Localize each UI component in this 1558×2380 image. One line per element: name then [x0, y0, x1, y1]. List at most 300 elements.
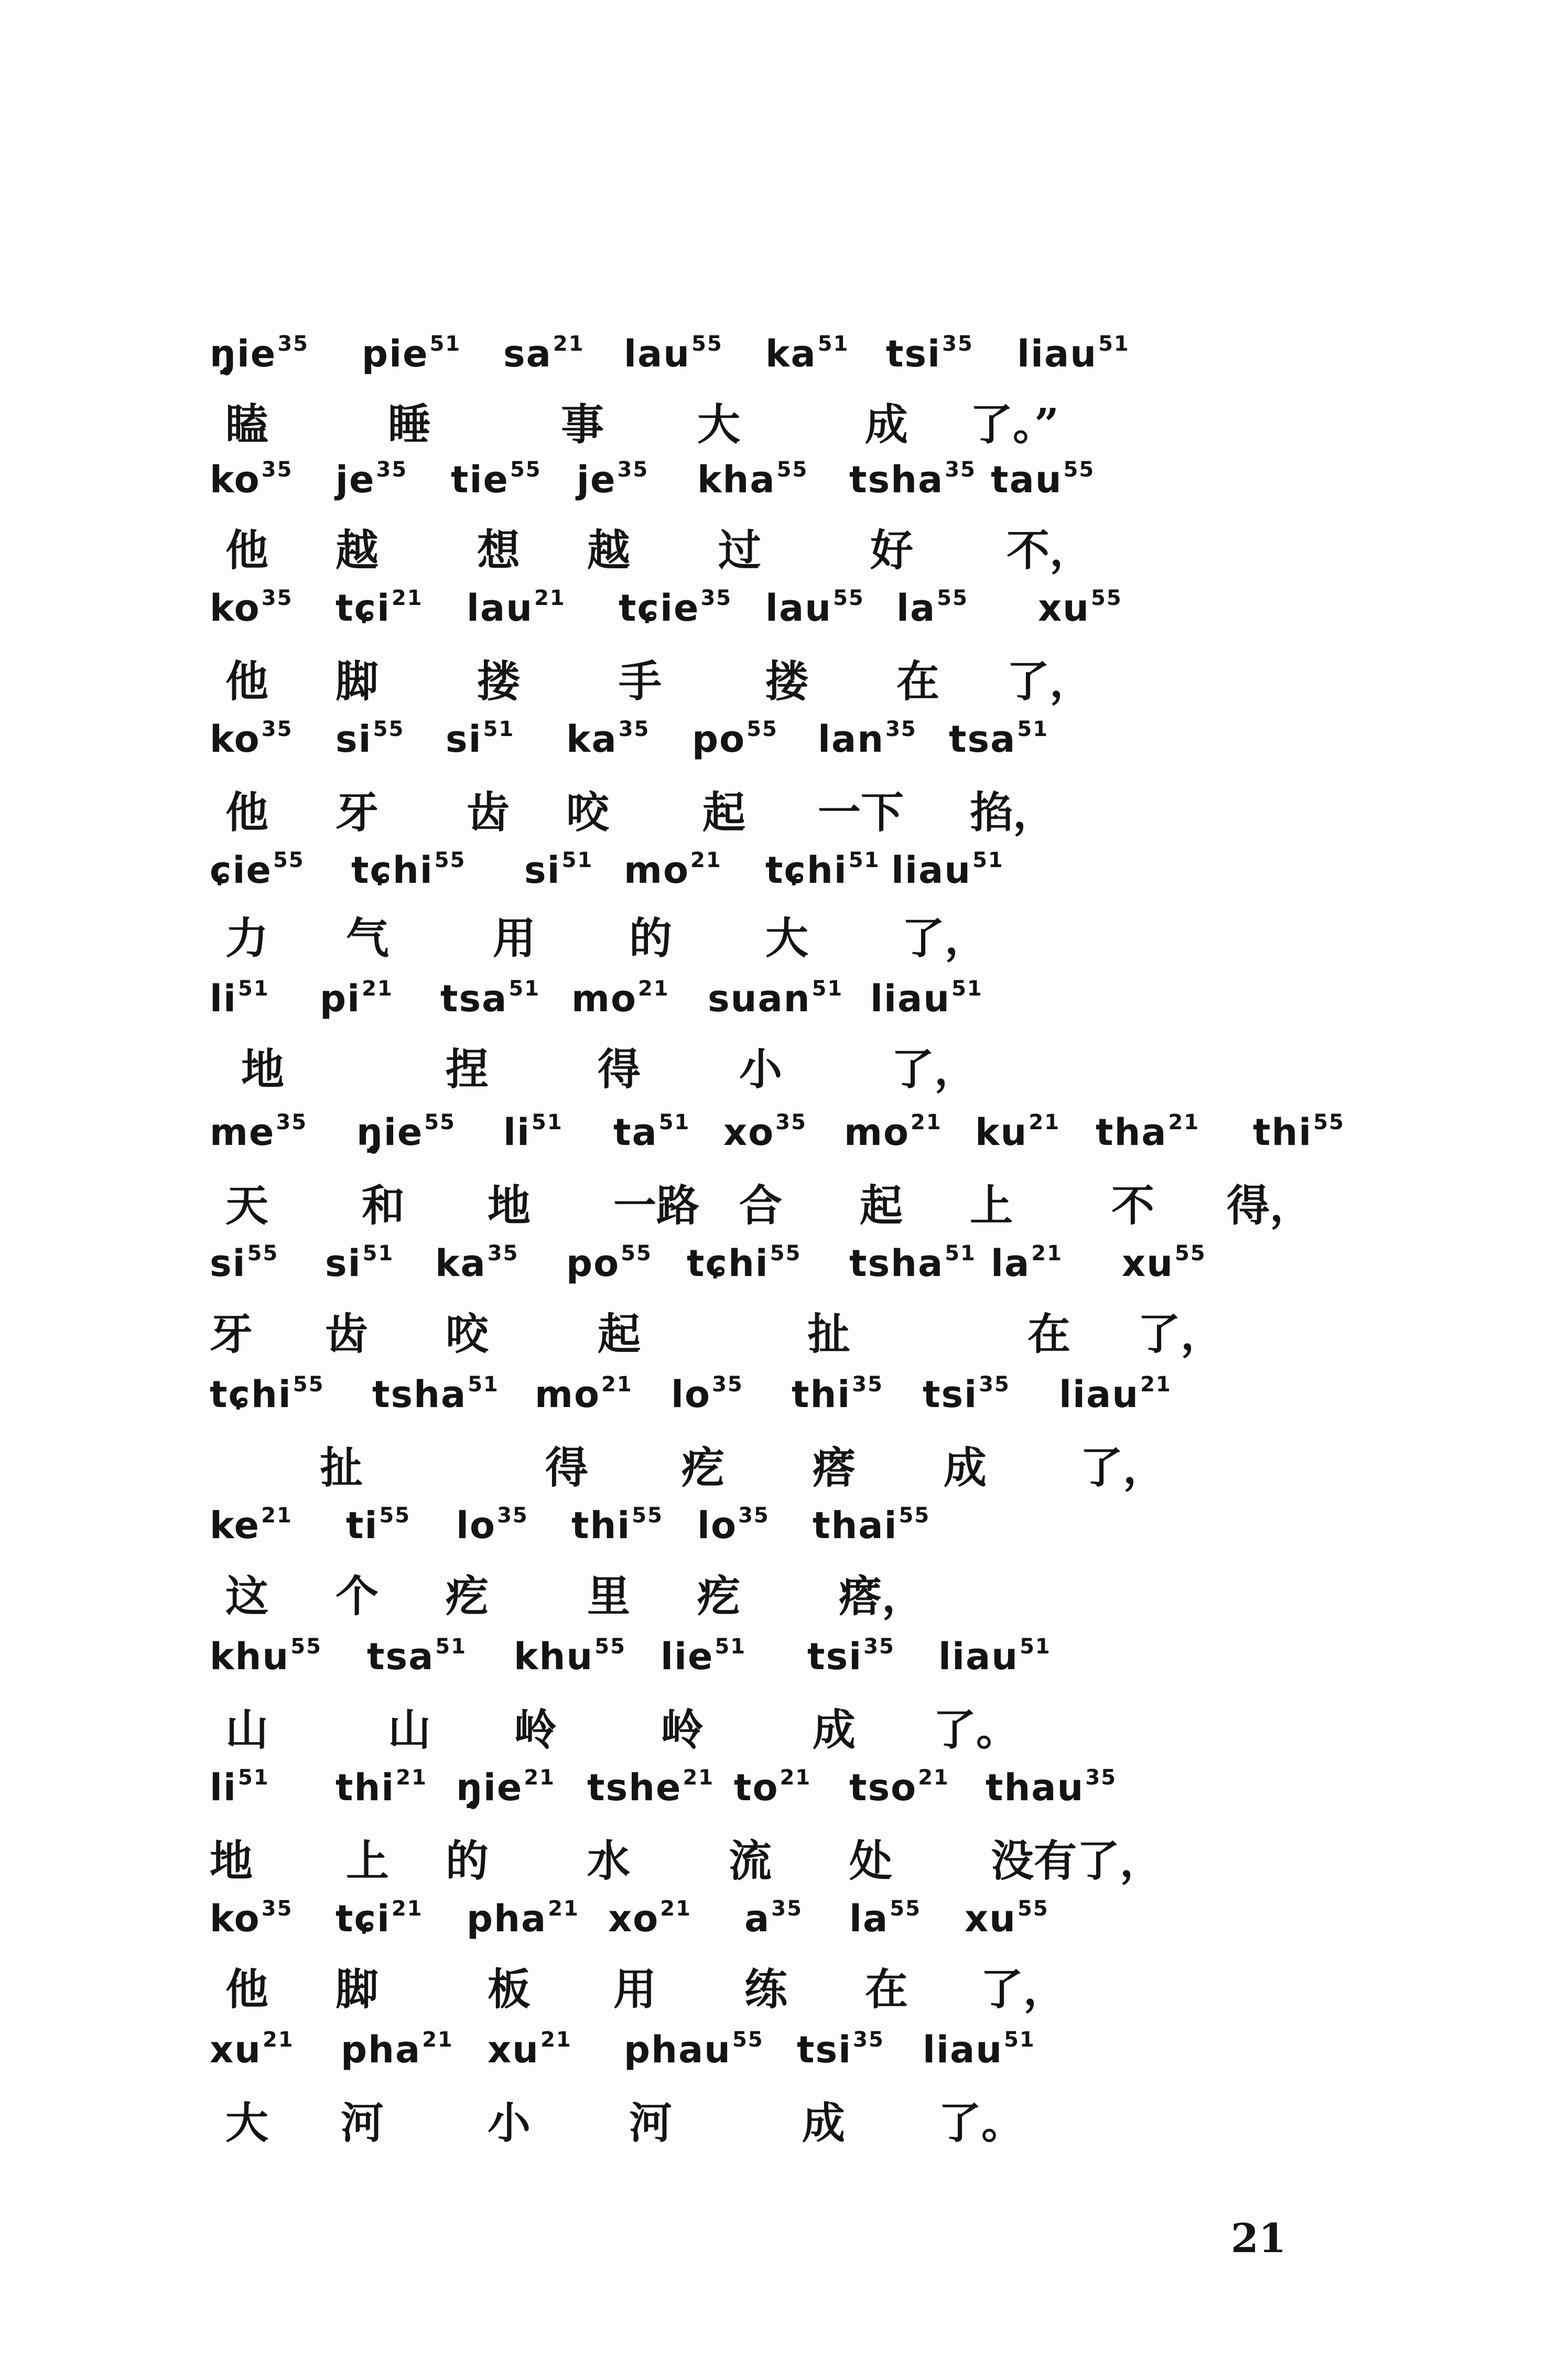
tone-number: 21	[261, 1503, 293, 1528]
gloss-word: 齿	[325, 1309, 369, 1359]
tone-number: 51	[561, 848, 593, 872]
tone-number: 35	[885, 717, 917, 741]
gloss-word: 得，	[1227, 1181, 1313, 1231]
gloss-word: 掐，	[970, 787, 1056, 838]
syllable	[336, 710, 404, 768]
tone-number: 51	[435, 1635, 467, 1659]
syllable-text: xo	[608, 1897, 659, 1940]
tone-number: 21	[690, 848, 722, 872]
tone-number: 51	[238, 1766, 269, 1790]
tone-number: 51	[945, 1241, 976, 1265]
gloss-word: 气	[346, 913, 390, 964]
tone-number: 55	[424, 1110, 456, 1134]
gloss-word: 他	[225, 787, 269, 838]
tone-number: 35	[261, 717, 293, 741]
tone-number: 51	[1020, 1635, 1051, 1659]
tone-number: 21	[683, 1766, 715, 1790]
syllable-text: tsa	[440, 977, 508, 1020]
syllable-text: ka	[435, 1242, 486, 1285]
tone-number: 21	[391, 586, 423, 610]
syllable	[535, 1366, 633, 1423]
syllable	[723, 1104, 807, 1161]
tone-number: 51	[658, 1110, 690, 1134]
syllable-text: tɕhi	[351, 849, 434, 892]
gloss-word: 这	[225, 1571, 269, 1621]
syllable	[587, 1759, 714, 1816]
tone-number: 35	[945, 458, 976, 482]
syllable	[687, 1235, 801, 1292]
gloss-word: 处	[849, 1836, 893, 1886]
syllable	[697, 451, 808, 509]
tone-number: 21	[1031, 1241, 1063, 1265]
syllable-text: lo	[671, 1373, 711, 1416]
syllable-text: tsi	[797, 2028, 852, 2071]
syllable	[1038, 579, 1122, 637]
syllable-text: li	[503, 1111, 531, 1154]
syllable	[341, 2021, 453, 2079]
syllable-text: ko	[210, 458, 261, 501]
gloss-word: 在	[1027, 1309, 1071, 1359]
syllable-text: liau	[870, 977, 951, 1020]
gloss-word: 咬	[446, 1309, 489, 1359]
syllable	[210, 1628, 322, 1685]
syllable	[210, 325, 309, 383]
syllable-text: si	[210, 1242, 246, 1285]
gloss-word: 岭	[661, 1705, 704, 1755]
syllable	[571, 970, 669, 1027]
syllable-text: liau	[891, 849, 972, 892]
syllable	[372, 1366, 499, 1423]
syllable	[571, 1497, 663, 1554]
syllable	[744, 1890, 803, 1948]
tone-number: 35	[863, 1635, 895, 1659]
syllable-text: si	[336, 718, 372, 761]
syllable	[844, 1104, 942, 1161]
tone-number: 55	[776, 458, 808, 482]
syllable-text: kha	[697, 458, 776, 501]
tone-number: 55	[379, 1503, 411, 1528]
tone-number: 35	[712, 1372, 743, 1397]
tone-number: 35	[852, 1372, 883, 1397]
syllable	[608, 1890, 691, 1948]
syllable-text: pha	[341, 2028, 421, 2071]
gloss-word: 一下	[818, 787, 904, 838]
gloss-word: 河	[629, 2098, 673, 2148]
tone-number: 21	[780, 1766, 812, 1790]
tone-number: 51	[1004, 2028, 1035, 2052]
syllable-text: tsha	[372, 1373, 467, 1416]
syllable	[797, 2021, 884, 2079]
tone-number: 55	[247, 1241, 279, 1265]
syllable-text: tsa	[949, 718, 1016, 761]
gloss-word: 用	[613, 1964, 657, 2015]
syllable-text: thi	[1253, 1111, 1313, 1154]
syllable-text: lan	[818, 718, 885, 761]
gloss-word: 他	[225, 525, 269, 576]
syllable-text: ko	[210, 587, 261, 630]
gloss-word: 和	[362, 1181, 405, 1231]
syllable	[923, 1366, 1010, 1423]
gloss-word: 越	[336, 525, 379, 576]
tone-number: 55	[833, 586, 864, 610]
syllable-text: xo	[723, 1111, 775, 1154]
gloss-word: 成	[944, 1443, 987, 1493]
tone-number: 35	[618, 717, 650, 741]
syllable-text: mo	[844, 1111, 910, 1154]
gloss-word: 起	[598, 1309, 641, 1359]
tone-number: 51	[812, 977, 843, 1001]
gloss-word: 他	[225, 1964, 269, 2015]
syllable	[320, 970, 393, 1027]
gloss-word: 大	[225, 2098, 269, 2148]
syllable	[210, 579, 293, 637]
gloss-word: 上	[346, 1836, 390, 1886]
syllable-text: po	[692, 718, 746, 761]
syllable	[367, 1628, 467, 1685]
gloss-word: 里	[587, 1571, 631, 1621]
gloss-word: 合	[739, 1181, 783, 1231]
syllable	[624, 841, 722, 899]
syllable	[965, 1890, 1049, 1948]
syllable-text: mo	[571, 977, 637, 1020]
syllable-text: la	[991, 1242, 1031, 1285]
syllable-text: ŋ̥ie	[456, 1766, 523, 1809]
syllable-text: je	[577, 458, 616, 501]
gloss-word: 事	[561, 399, 604, 450]
tone-number: 55	[293, 1372, 324, 1397]
syllable-text: ku	[975, 1111, 1028, 1154]
syllable-text: li	[210, 977, 237, 1020]
tone-number: 55	[1175, 1241, 1206, 1265]
syllable	[467, 1890, 579, 1948]
syllable-text: tsi	[886, 332, 942, 375]
syllable-text: liau	[938, 1635, 1019, 1678]
syllable	[849, 1235, 976, 1292]
syllable-text: khu	[210, 1635, 290, 1678]
syllable	[362, 325, 461, 383]
syllable	[949, 710, 1048, 768]
gloss-word: 瘩	[813, 1443, 856, 1493]
gloss-word: 搂	[477, 656, 521, 707]
syllable	[975, 1104, 1060, 1161]
tone-number: 21	[524, 1766, 555, 1790]
tone-number: 35	[738, 1503, 770, 1528]
tone-number: 21	[396, 1766, 427, 1790]
gloss-word: 疙	[681, 1443, 725, 1493]
syllable	[870, 970, 983, 1027]
syllable	[356, 1104, 456, 1161]
tone-number: 51	[1017, 717, 1049, 741]
tone-number: 55	[1313, 1110, 1345, 1134]
gloss-word: 不	[1111, 1181, 1155, 1231]
syllable	[514, 1628, 626, 1685]
syllable-text: ka	[566, 718, 618, 761]
tone-number: 35	[979, 1372, 1010, 1397]
syllable	[1253, 1104, 1345, 1161]
syllable	[886, 325, 973, 383]
tone-number: 55	[373, 717, 405, 741]
gloss-word: 了，	[902, 913, 988, 964]
gloss-word: 小	[739, 1044, 783, 1095]
gloss-word: 岭	[514, 1705, 557, 1755]
syllable-text: ti	[346, 1504, 378, 1547]
tone-number: 55	[290, 1635, 322, 1659]
gloss-word: 捏	[446, 1044, 489, 1095]
syllable	[708, 970, 843, 1027]
gloss-word: 流	[729, 1836, 772, 1886]
syllable-text: thau	[986, 1766, 1085, 1809]
gloss-word: 牙	[210, 1309, 253, 1359]
tone-number: 55	[1063, 458, 1095, 482]
syllable-text: ŋ̥ie	[356, 1111, 424, 1154]
tone-number: 35	[276, 1110, 308, 1134]
syllable-text: me	[210, 1111, 275, 1154]
syllable-text: lie	[661, 1635, 714, 1678]
syllable-text: tsa	[367, 1635, 435, 1678]
syllable-text: xu	[1038, 587, 1090, 630]
syllable-text: ko	[210, 718, 261, 761]
gloss-word: 了，	[1080, 1443, 1166, 1493]
syllable	[325, 1235, 394, 1292]
syllable-text: pie	[362, 332, 429, 375]
syllable	[451, 451, 542, 509]
tone-number: 51	[817, 332, 849, 356]
tone-number: 21	[534, 586, 566, 610]
syllable	[524, 841, 593, 899]
syllable	[210, 1235, 278, 1292]
syllable	[456, 1497, 528, 1554]
syllable-text: sa	[503, 332, 552, 375]
tone-number: 35	[487, 1241, 519, 1265]
gloss-word: 疙	[697, 1571, 741, 1621]
tone-number: 55	[890, 1897, 921, 1921]
gloss-word: 了。”	[970, 399, 1059, 450]
syllable	[210, 970, 269, 1027]
syllable	[765, 841, 880, 899]
syllable	[891, 841, 1004, 899]
syllable	[923, 2021, 1035, 2079]
tone-number: 55	[273, 848, 305, 872]
syllable-text: tɕie	[619, 587, 700, 630]
gloss-word: 得	[598, 1044, 641, 1095]
gloss-word: 上	[970, 1181, 1013, 1231]
gloss-word: 在	[896, 656, 940, 707]
gloss-word: 地	[488, 1181, 531, 1231]
syllable	[792, 1366, 883, 1423]
tone-number: 21	[391, 1897, 423, 1921]
syllable	[566, 1235, 652, 1292]
tone-number: 55	[621, 1241, 652, 1265]
tone-number: 55	[770, 1241, 802, 1265]
syllable-text: pi	[320, 977, 361, 1020]
syllable-text: thi	[571, 1504, 631, 1547]
syllable	[692, 710, 778, 768]
gloss-word: 不，	[1007, 525, 1093, 576]
syllable	[210, 1890, 293, 1948]
syllable-text: thai	[813, 1504, 898, 1547]
tone-number: 55	[594, 1635, 626, 1659]
tone-number: 55	[691, 332, 723, 356]
syllable-text: la	[849, 1897, 889, 1940]
syllable-text: lau	[624, 332, 691, 375]
tone-number: 51	[715, 1635, 746, 1659]
tone-number: 35	[497, 1503, 528, 1528]
gloss-word: 瞌	[225, 399, 269, 450]
gloss-word: 的	[629, 913, 673, 964]
gloss-word: 越	[587, 525, 631, 576]
tone-number: 55	[1091, 586, 1122, 610]
gloss-word: 地	[210, 1836, 253, 1886]
tone-number: 55	[899, 1503, 931, 1528]
syllable-text: tsi	[923, 1373, 978, 1416]
syllable-text: lau	[467, 587, 534, 630]
gloss-word: 了，	[980, 1964, 1067, 2015]
syllable	[619, 579, 732, 637]
tone-number: 21	[911, 1110, 942, 1134]
gloss-word: 脚	[336, 1964, 379, 2015]
gloss-word: 牙	[336, 787, 379, 838]
tone-number: 21	[601, 1372, 633, 1397]
gloss-word: 没有了，	[991, 1836, 1163, 1886]
gloss-word: 小	[488, 2098, 531, 2148]
gloss-word: 好	[870, 525, 914, 576]
gloss-word: 个	[336, 1571, 379, 1621]
tone-number: 55	[632, 1503, 663, 1528]
syllable	[765, 579, 864, 637]
syllable-text: lo	[456, 1504, 496, 1547]
tone-number: 51	[532, 1110, 563, 1134]
syllable-text: liau	[923, 2028, 1003, 2071]
syllable	[210, 841, 305, 899]
tone-number: 35	[775, 1110, 807, 1134]
gloss-word: 用	[493, 913, 536, 964]
gloss-word: 起	[702, 787, 746, 838]
syllable	[503, 1104, 563, 1161]
syllable	[488, 2021, 572, 2079]
syllable	[734, 1759, 811, 1816]
gloss-word: 了，	[1138, 1309, 1224, 1359]
syllable-text: lau	[765, 587, 832, 630]
syllable-text: lo	[697, 1504, 738, 1547]
syllable	[210, 1366, 324, 1423]
gloss-word: 了。	[938, 2098, 1025, 2148]
syllable-text: tau	[991, 458, 1063, 501]
syllable-text: thi	[792, 1373, 851, 1416]
syllable-text: mo	[535, 1373, 601, 1416]
syllable-text: tso	[849, 1766, 917, 1809]
tone-number: 55	[937, 586, 968, 610]
syllable-text: khu	[514, 1635, 594, 1678]
syllable	[1096, 1104, 1199, 1161]
syllable-text: la	[896, 587, 936, 630]
syllable	[1059, 1366, 1172, 1423]
gloss-word: 地	[241, 1044, 285, 1095]
tone-number: 21	[422, 2028, 453, 2052]
syllable	[661, 1628, 746, 1685]
syllable-text: tɕi	[336, 587, 391, 630]
tone-number: 35	[771, 1897, 803, 1921]
gloss-word: 大	[765, 913, 809, 964]
syllable-text: xu	[1122, 1242, 1174, 1285]
tone-number: 21	[1029, 1110, 1061, 1134]
gloss-word: 山	[388, 1705, 431, 1755]
tone-number: 35	[261, 1897, 293, 1921]
syllable	[813, 1497, 930, 1554]
gloss-word: 一路	[613, 1181, 700, 1231]
tone-number: 21	[1140, 1372, 1172, 1397]
gloss-word: 睡	[388, 399, 431, 450]
syllable-text: tsha	[849, 458, 944, 501]
tone-number: 35	[261, 586, 293, 610]
tone-number: 35	[376, 458, 408, 482]
syllable	[896, 579, 968, 637]
gloss-word: 了，	[1007, 656, 1093, 707]
tone-number: 21	[540, 2028, 572, 2052]
tone-number: 51	[848, 848, 880, 872]
syllable-text: ko	[210, 1897, 261, 1940]
gloss-word: 瘩，	[839, 1571, 925, 1621]
gloss-word: 过	[718, 525, 762, 576]
gloss-word: 了，	[891, 1044, 978, 1095]
syllable	[807, 1628, 895, 1685]
gloss-word: 的	[446, 1836, 489, 1886]
gloss-word: 在	[865, 1964, 908, 2015]
gloss-word: 齿	[467, 787, 510, 838]
tone-number: 35	[942, 332, 973, 356]
syllable	[210, 1497, 293, 1554]
tone-number: 21	[263, 2028, 294, 2052]
tone-number: 35	[1085, 1766, 1117, 1790]
syllable-text: xu	[210, 2028, 262, 2071]
tone-number: 51	[508, 977, 540, 1001]
tone-number: 51	[483, 717, 515, 741]
syllable-text: li	[210, 1766, 237, 1809]
syllable	[986, 1759, 1117, 1816]
syllable	[210, 2021, 294, 2079]
tone-number: 35	[853, 2028, 884, 2052]
gloss-word: 大	[697, 399, 741, 450]
syllable	[210, 1104, 307, 1161]
tone-number: 21	[362, 977, 393, 1001]
tone-number: 21	[553, 332, 585, 356]
syllable-text: liau	[1059, 1373, 1140, 1416]
syllable-text: ɕie	[210, 849, 272, 892]
syllable	[1017, 325, 1130, 383]
tone-number: 21	[1168, 1110, 1200, 1134]
syllable-text: tie	[451, 458, 509, 501]
gloss-word: 练	[744, 1964, 788, 2015]
syllable	[346, 1497, 410, 1554]
tone-number: 55	[510, 458, 542, 482]
tone-number: 51	[429, 332, 461, 356]
syllable	[435, 1235, 518, 1292]
syllable	[467, 579, 566, 637]
syllable	[336, 579, 423, 637]
syllable-text: je	[336, 458, 375, 501]
syllable-text: ke	[210, 1504, 261, 1547]
tone-number: 21	[918, 1766, 949, 1790]
syllable-text: tɕhi	[687, 1242, 769, 1285]
gloss-word: 天	[225, 1181, 269, 1231]
tone-number: 21	[548, 1897, 579, 1921]
syllable	[849, 451, 976, 509]
syllable-text: tshe	[587, 1766, 682, 1809]
syllable-text: tɕhi	[210, 1373, 292, 1416]
gloss-word: 脚	[336, 656, 379, 707]
gloss-word: 成	[802, 2098, 846, 2148]
syllable	[503, 325, 585, 383]
syllable-text: si	[325, 1242, 362, 1285]
